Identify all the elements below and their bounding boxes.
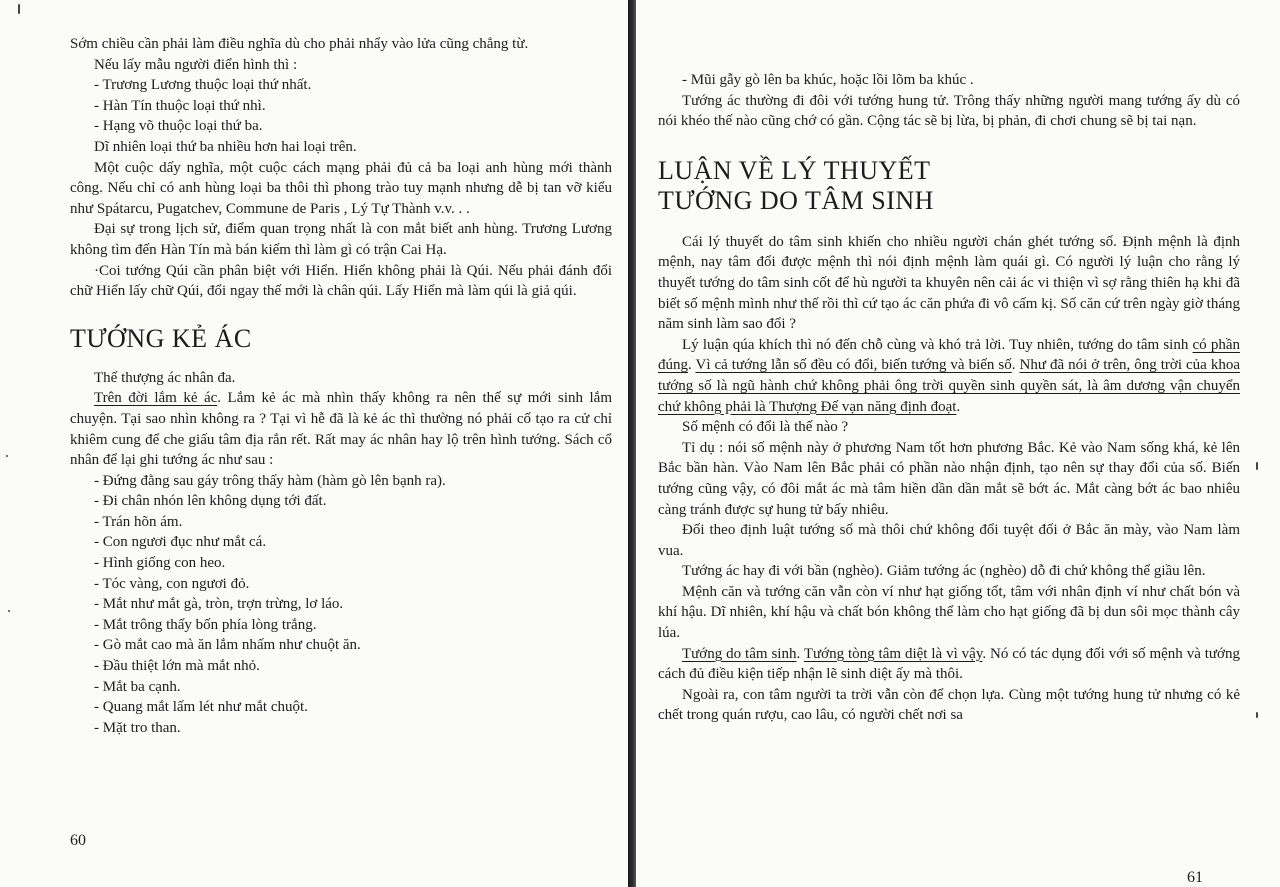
list-item: - Tóc vàng, con ngươi đỏ. xyxy=(94,575,250,592)
underlined-phrase: Tướng do tâm sinh xyxy=(682,645,797,662)
left-page xyxy=(0,0,628,887)
scan-speck xyxy=(1256,712,1258,718)
paragraph: ·Coi tướng Qúi cần phân biệt với Hiển. Hiển không phải là Qúi. Nếu phải đánh đổi chữ Hiển lấy chữ Qúi, đổi ngay thế mới là chân qúi. Lấy Hiển mà làm qúi là giả qúi. xyxy=(70,262,612,300)
paragraph: Dĩ nhiên loại thứ ba nhiều hơn hai loại trên. xyxy=(94,138,357,155)
paragraph: Tỉ dụ : nói số mệnh này ở phương Nam tốt hơn phương Bắc. Kẻ vào Nam sống khá, kẻ lên Bắc bần hàn. Vào Nam lên Bắc phải có phần nào nhận định, tạo nên sự thay đổi của số. Biến tướng cũng vậy, có đôi mắt ác mà tâm hiền dần dần mắt sẽ bớt ác. Mắt càng bớt ác bao nhiêu càng tránh được sự hung tử bấy nhiêu. xyxy=(658,439,1240,518)
list-item: - Con ngươi đục như mắt cá. xyxy=(94,534,267,551)
paragraph xyxy=(658,644,1240,685)
page-number: 61 xyxy=(1187,869,1203,886)
paragraph xyxy=(658,335,1240,417)
paragraph: Số mệnh có đổi là thế nào ? xyxy=(682,419,849,436)
heading-line: TƯỚNG DO TÂM SINH xyxy=(658,185,934,215)
list-item: - Hình giống con heo. xyxy=(94,555,226,572)
list-item: - Trán hõn ám. xyxy=(94,513,183,530)
underlined-phrase: có phần đúng xyxy=(658,336,1240,374)
text-run: Lý luận qúa khích thì nó đến chỗ cùng và khó trả lời. Tuy nhiên, tướng do tâm sinh xyxy=(682,336,1193,353)
list-item: - Đầu thiệt lớn mà mắt nhỏ. xyxy=(94,658,260,675)
list-item: - Quang mắt lấm lét như mắt chuột. xyxy=(94,699,308,716)
list-item: - Mặt tro than. xyxy=(94,719,181,736)
text-run: . xyxy=(796,645,804,662)
text-run: . xyxy=(956,398,961,415)
list-item: - Hàn Tín thuộc loại thứ nhì. xyxy=(94,97,266,114)
text-run: . xyxy=(1011,357,1020,374)
scan-speck xyxy=(6,455,8,457)
paragraph: Nếu lấy mẫu người điển hình thì : xyxy=(94,56,298,73)
list-item: - Hạng võ thuộc loại thứ ba. xyxy=(94,118,263,135)
paragraph: Tướng ác hay đi với bần (nghèo). Giảm tướng ác (nghèo) dỗ đi chứ không thể giầu lên. xyxy=(682,563,1206,580)
section-heading xyxy=(658,156,1240,216)
list-item: - Mắt trông thấy bốn phía lòng trắng. xyxy=(94,616,317,633)
section-heading: TƯỚNG KẺ ÁC xyxy=(70,323,252,353)
list-item: - Đi chân nhón lên không dụng tới đất. xyxy=(94,493,327,510)
scan-speck xyxy=(18,4,20,14)
list-item: - Gò mắt cao mà ăn lắm nhấm như chuột ăn. xyxy=(94,637,361,654)
paragraph: Sớm chiều cần phải làm điều nghĩa dù cho phải nhẩy vào lửa cũng chẳng từ. xyxy=(70,36,529,52)
heading-line: LUẬN VỀ LÝ THUYẾT xyxy=(658,155,931,185)
paragraph xyxy=(70,388,612,470)
paragraph: Đối theo định luật tướng số mà thôi chứ không đổi tuyệt đối ở Bắc ăn mày, vào Nam làm vua. xyxy=(658,522,1240,559)
right-page-text xyxy=(658,70,1240,726)
paragraph: - Mũi gẫy gò lên ba khúc, hoặc lồi lõm ba khúc . xyxy=(682,72,974,88)
underlined-phrase: Tướng tòng tâm diệt là vì vậy xyxy=(803,645,983,662)
list-item: - Trương Lương thuộc loại thứ nhất. xyxy=(94,77,312,94)
paragraph: Đại sự trong lịch sử, điểm quan trọng nhất là con mắt biết anh hùng. Trương Lương không tìm đến Hàn Tín mà bán kiếm thì làm gì có trận Cai Hạ. xyxy=(70,221,612,258)
text-run: . xyxy=(688,357,696,374)
list-item: - Mắt ba cạnh. xyxy=(94,678,181,695)
scan-speck xyxy=(1256,462,1258,470)
text-run: . Lắm kẻ ác mà nhìn thấy không ra nên thế sự mới sinh lắm chuyện. Tại sao nhìn không ra ? Tại vì hễ đã là kẻ ác thì thường nó phải cố tạo ra cử chỉ khiêm cung để che giấu tâm địa rắn rết. Rất may ác nhân hay lộ trên hình tướng. Sách cổ nhân để lại ghi tướng ác như sau : xyxy=(70,390,612,469)
paragraph: Ngoài ra, con tâm người ta trời vẫn còn để chọn lựa. Cùng một tướng hung tử nhưng có kẻ chết trong quán rượu, cao lâu, có người chết nơi sa xyxy=(658,686,1240,724)
underlined-phrase: Vì cả tướng lẫn số đều có đổi, biến tướng và biến số xyxy=(695,357,1012,374)
scan-speck xyxy=(8,610,10,612)
text-run: . Nó có tác dụng đối với số mệnh và tướng cách đủ điều kiện tiếp nhận lẽ sinh diệt ấy mà thôi. xyxy=(658,645,1240,683)
paragraph: Một cuộc dấy nghĩa, một cuộc cách mạng phải đủ cả ba loại anh hùng mới thành công. Nếu chỉ có anh hùng loại ba thôi thì phong trào tuy mạnh nhưng dễ bị tan vỡ kiểu như Spátarcu, Pugatchev, Commune de Paris , Lý Tự Thành v.v. . . xyxy=(70,159,612,217)
left-page-text xyxy=(70,34,612,738)
paragraph: Thế thượng ác nhân đa. xyxy=(94,369,236,386)
paragraph: Tướng ác thường đi đôi với tướng hung tử. Trông thấy những người mang tướng ấy dù có nói khéo thế nào cũng chớ có gần. Cộng tác sẽ bị lừa, bị phản, đi chơi chung sẽ bị tai nạn. xyxy=(658,92,1240,130)
underlined-phrase: Trên đời lắm kẻ ác xyxy=(94,390,218,407)
page-number: 60 xyxy=(70,832,86,849)
list-item: - Mắt như mắt gà, tròn, trợn trừng, lơ láo. xyxy=(94,596,344,613)
underlined-phrase: Như đã nói ở trên, ông trời của khoa tướng số là ngũ hành chứ không phải ông trời quyền sinh quyền sát, là âm dương vận chuyển chứ không phải là Thượng Đế vạn năng định đoạt xyxy=(658,357,1240,415)
paragraph: Mệnh căn và tướng căn vẫn còn ví như hạt giống tốt, tâm với nhân định ví như chất bón và khí hậu. Dĩ nhiên, khí hậu và chất bón không thể làm cho hạt giống đã bị dun sôi mọc thành cây lúa. xyxy=(658,583,1240,642)
right-page xyxy=(636,0,1280,887)
paragraph: Cái lý thuyết do tâm sinh khiến cho nhiều người chán ghét tướng số. Định mệnh là định mệnh, nay tâm đổi được mệnh thì nói định mệnh làm quái gì. Có người lý luận cho rằng lý thuyết tướng do tâm sinh cốt để hù người ta khuyên nên cải ác vi thiện vì sợ rằng thiên hạ khi đã biết số mệnh mình như thế rồi thì cứ tạo ác căn phứa đi vô cấm kị. Số căn cứ trên ngày giờ tháng năm sinh làm sao đổi ? xyxy=(658,233,1240,333)
list-item: - Đứng đằng sau gáy trông thấy hàm (hàm gò lên bạnh ra). xyxy=(94,472,446,489)
book-gutter xyxy=(628,0,636,887)
